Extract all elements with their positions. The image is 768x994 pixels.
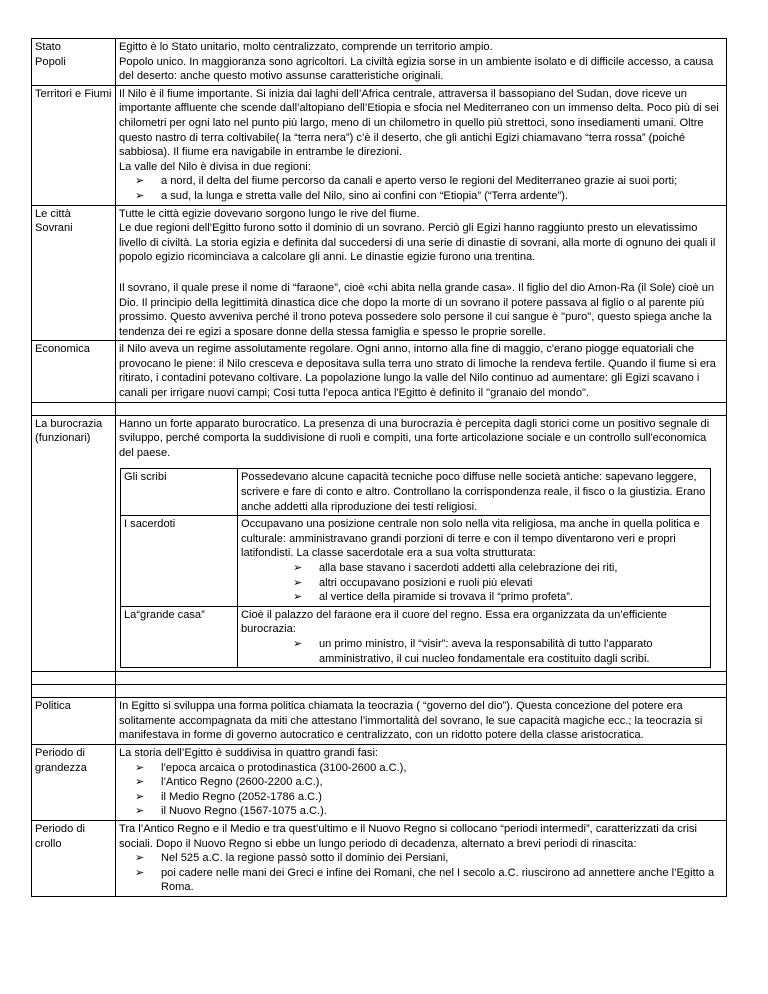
economica-text: il Nilo aveva un regime assolutamente regolare. Ogni anno, intorno alla fine di maggio, c'erano piogge equatoriali che provocano le piene: il Nilo cresceva e depositava sulla terra uno strato di limoche la rendeva fertile. Quando il fiume si era ritirato, i contadini potevano coltivare. La popolazione lungo la valle del Nilo continuo ad aumentare: gli Egizi scavano i canali per irrigare nuovi campi; Cosi tutta l’epoca antica l'Egitto è definito il "granaio del mondo".: [116, 341, 727, 402]
list-item: ➢ l’Antico Regno (2600-2200 a.C.),: [135, 776, 323, 789]
scribi-text: Possedevano alcune capacità tecniche poco diffuse nelle società antiche: sapevano leggere, scrivere e fare di conto e altro. Controllano la corrispondenza reale, il fisco o la giustizia. Erano anche addetti alla riproduzione dei testi religiosi.: [238, 469, 711, 516]
table-row-citta: [32, 205, 727, 341]
label-grandezza: Periodo di grandezza: [32, 744, 116, 820]
table-row-economica: [32, 341, 727, 402]
subtable-row-scribi: [121, 469, 711, 516]
table-row-politica: [32, 698, 727, 745]
subtable-row-sacerdoti: [121, 516, 711, 607]
table-row-stato: [32, 39, 727, 86]
row-content: [238, 606, 711, 667]
document-page: [31, 38, 740, 982]
subtable-row-grande-casa: [121, 606, 711, 667]
row-content: [116, 39, 727, 86]
stato-text: Egitto è lo Stato unitario, molto centralizzato, comprende un territorio ampio.: [119, 41, 493, 53]
arrow-bullet-icon: ➢: [293, 562, 303, 574]
burocrazia-text: Hanno un forte apparato burocratico. La presenza di una burocrazia è percepita dagli storici come un positivo segnale di sviluppo, perché comporta la suddivisione di ruoli e compiti, una forte articolazione sociale e un controllo sull'economica del paese.: [119, 417, 710, 459]
faraone-text: Il sovrano, il quale prese il nome di “faraone”, cioè «chi abita nella grande casa». Il figlio del dio Amon-Ra (il Sole) cioè un Dio. Il principio della legittimità dinastica dice che dopo la morte di un sovrano il potere passava al figlio o al parente più prossimo. Questo avveniva perché il trono poteva possedere solo persone il cui sangue è "puro", questo spiega anche la tendenza dei re egizi a sposare donne della stessa famiglia e spesso le proprie sorelle.: [119, 281, 715, 338]
list-item: ➢ un primo ministro, il “visir”: aveva la responsabilità di tutto l’apparato amministrativo, il cui nucleo fondamentale era costituito dagli scribi.: [293, 637, 653, 665]
list-item: ➢ altri occupavano posizioni e ruoli più elevati: [293, 576, 533, 589]
arrow-bullet-icon: ➢: [135, 189, 145, 202]
row-content: [116, 415, 727, 672]
row-content: [238, 516, 711, 607]
arrow-bullet-icon: ➢: [135, 776, 145, 789]
empty-cell: [32, 685, 116, 698]
arrow-bullet-icon: ➢: [135, 866, 145, 879]
label-citta: Le città: [35, 207, 71, 220]
label-grande-casa: La“grande casa”: [121, 606, 238, 667]
list-item: ➢ il Medio Regno (2052-1786 a.C.): [135, 790, 322, 803]
table-row-territori: [32, 85, 727, 205]
list-item: ➢ a nord, il delta del fiume percorso da canali e aperto verso le regioni del Mediterraneo grazie ai suoi porti;: [135, 175, 678, 188]
crollo-text: Tra l’Antico Regno e il Medio e tra quest’ultimo e il Nuovo Regno si collocano “periodi intermedi”, caratterizzati da crisi sociali. Dopo il Nuovo Regno si ebbe un lungo periodo di decadenza, alternato a brevi periodi di rinascita:: [119, 822, 697, 850]
label-politica: Politica: [32, 698, 116, 745]
empty-cell: [32, 402, 116, 415]
row-label: [32, 39, 116, 86]
list-item: ➢ il Nuovo Regno (1567-1075 a.C.).: [135, 805, 327, 818]
sovrani-text: Le due regioni dell’Egitto furono sotto il dominio di un sovrano. Perciò gli Egizi hanno raggiunto presto un elevatissimo livello di civiltà. La storia egizia e definita dal succedersi di una serie di dinastie di sovrani, alla morte di ognuno dei quali il popolo egizio ricominciava a calcolare gli anni. Le dinastie egizie furono una trentina.: [119, 222, 716, 264]
territori-text: Il Nilo è il fiume importante. Si inizia dai laghi dell’Africa centrale, attraversa il bassopiano del Sudan, dove riceve un importante affluente che scende dall’altopiano dell’Etiopia e sfocia nel Mediterraneo con un immenso delta. Poco più di sei chilometri per ogni lato nel punto più largo, meno di un chilometro in quello più strettoci, sono insediamenti umani. Oltre questo nastro di terra coltivabile( la “terra nera”) c’è il deserto, che gli antichi Egizi chiamavano “terra rossa” (poiché sabbiosa). Il fiume era navigabile in entrambe le direzioni.: [119, 87, 719, 159]
grandezza-list: [119, 761, 723, 819]
empty-cell: [116, 685, 727, 698]
list-item: ➢ al vertice della piramide si trovava il “primo profeta”.: [293, 591, 574, 604]
territori-intro: La valle del Nilo è divisa in due regioni:: [119, 160, 311, 173]
empty-cell: [116, 672, 727, 685]
table-row-empty: [32, 685, 727, 698]
arrow-bullet-icon: ➢: [293, 637, 303, 650]
grandezza-text: La storia dell’Egitto è suddivisa in quattro grandi fasi:: [119, 746, 379, 759]
list-item: ➢ Nel 525 a.C. la regione passò sotto il dominio dei Persiani,: [135, 852, 449, 865]
label-burocrazia: La burocrazia (funzionari): [32, 415, 116, 672]
row-content: [116, 820, 727, 896]
row-label: [32, 205, 116, 341]
arrow-bullet-icon: ➢: [293, 576, 303, 589]
list-item: ➢ alla base stavano i sacerdoti addetti alla celebrazione dei riti,: [293, 562, 618, 574]
table-row-empty: [32, 402, 727, 415]
sacerdoti-list: [241, 561, 707, 605]
row-content: [116, 85, 727, 205]
summary-table: [31, 38, 727, 897]
table-row-grandezza: [32, 744, 727, 820]
empty-cell: [32, 672, 116, 685]
sacerdoti-text: Occupavano una posizione centrale non solo nella vita religiosa, ma anche in quella politica e culturale: amministravano grandi porzioni di terre e con il tempo diventarono veri e propri latifondisti. La classe sacerdotale era a sua volta strutturata:: [241, 518, 700, 560]
label-territori: Territori e Fiumi: [32, 85, 116, 205]
burocrazia-subtable: [120, 468, 711, 668]
arrow-bullet-icon: ➢: [135, 790, 145, 803]
arrow-bullet-icon: ➢: [135, 761, 145, 774]
list-item: ➢ l’epoca arcaica o protodinastica (3100-2600 a.C.),: [135, 761, 407, 774]
crollo-list: [119, 851, 723, 895]
citta-text: Tutte le città egizie dovevano sorgono lungo le rive del fiume.: [119, 207, 420, 220]
arrow-bullet-icon: ➢: [135, 175, 145, 188]
label-crollo: Periodo di crollo: [32, 820, 116, 896]
list-item: ➢ a sud, la lunga e stretta valle del Nilo, sino ai confini con “Etiopia” (“Terra ardente”).: [135, 189, 568, 202]
list-item: ➢ poi cadere nelle mani dei Greci e infine dei Romani, che nel I secolo a.C. riuscirono ad annettere anche l’Egitto a Roma.: [135, 866, 715, 894]
label-sovrani: Sovrani: [35, 222, 73, 235]
label-popoli: Popoli: [35, 55, 66, 68]
arrow-bullet-icon: ➢: [135, 852, 145, 865]
table-row-empty: [32, 672, 727, 685]
empty-cell: [116, 402, 727, 415]
spacer: [119, 265, 723, 281]
territori-list: [119, 174, 723, 203]
grande-casa-text: Cioè il palazzo del faraone era il cuore del regno. Essa era organizzata da un’efficiente burocrazia:: [241, 608, 667, 636]
arrow-bullet-icon: ➢: [293, 591, 303, 604]
label-sacerdoti: I sacerdoti: [121, 516, 238, 607]
table-row-crollo: [32, 820, 727, 896]
politica-text: In Egitto si sviluppa una forma politica chiamata la teocrazia ( “governo del dio”). Questa concezione del potere era solitamente accompagnata da miti che attestano l’immortalità del sovrano, le sue capacità magiche ecc.; la teocrazia si manifestava in forme di governo autocratico e centralizzato, con un ridotto potere della classe aristocratica.: [116, 698, 727, 745]
label-stato: Stato: [35, 41, 61, 53]
row-content: [116, 205, 727, 341]
arrow-bullet-icon: ➢: [135, 805, 145, 818]
table-row-burocrazia: [32, 415, 727, 672]
grande-casa-list: [241, 637, 707, 666]
label-scribi: Gli scribi: [121, 469, 238, 516]
label-economica: Economica: [32, 341, 116, 402]
row-content: [116, 744, 727, 820]
popoli-text: Popolo unico. In maggioranza sono agricoltori. La civiltà egizia sorse in un ambiente isolato e di difficile accesso, a causa del deserto: anche questo motivo assunse caratteristiche originali.: [119, 55, 714, 83]
